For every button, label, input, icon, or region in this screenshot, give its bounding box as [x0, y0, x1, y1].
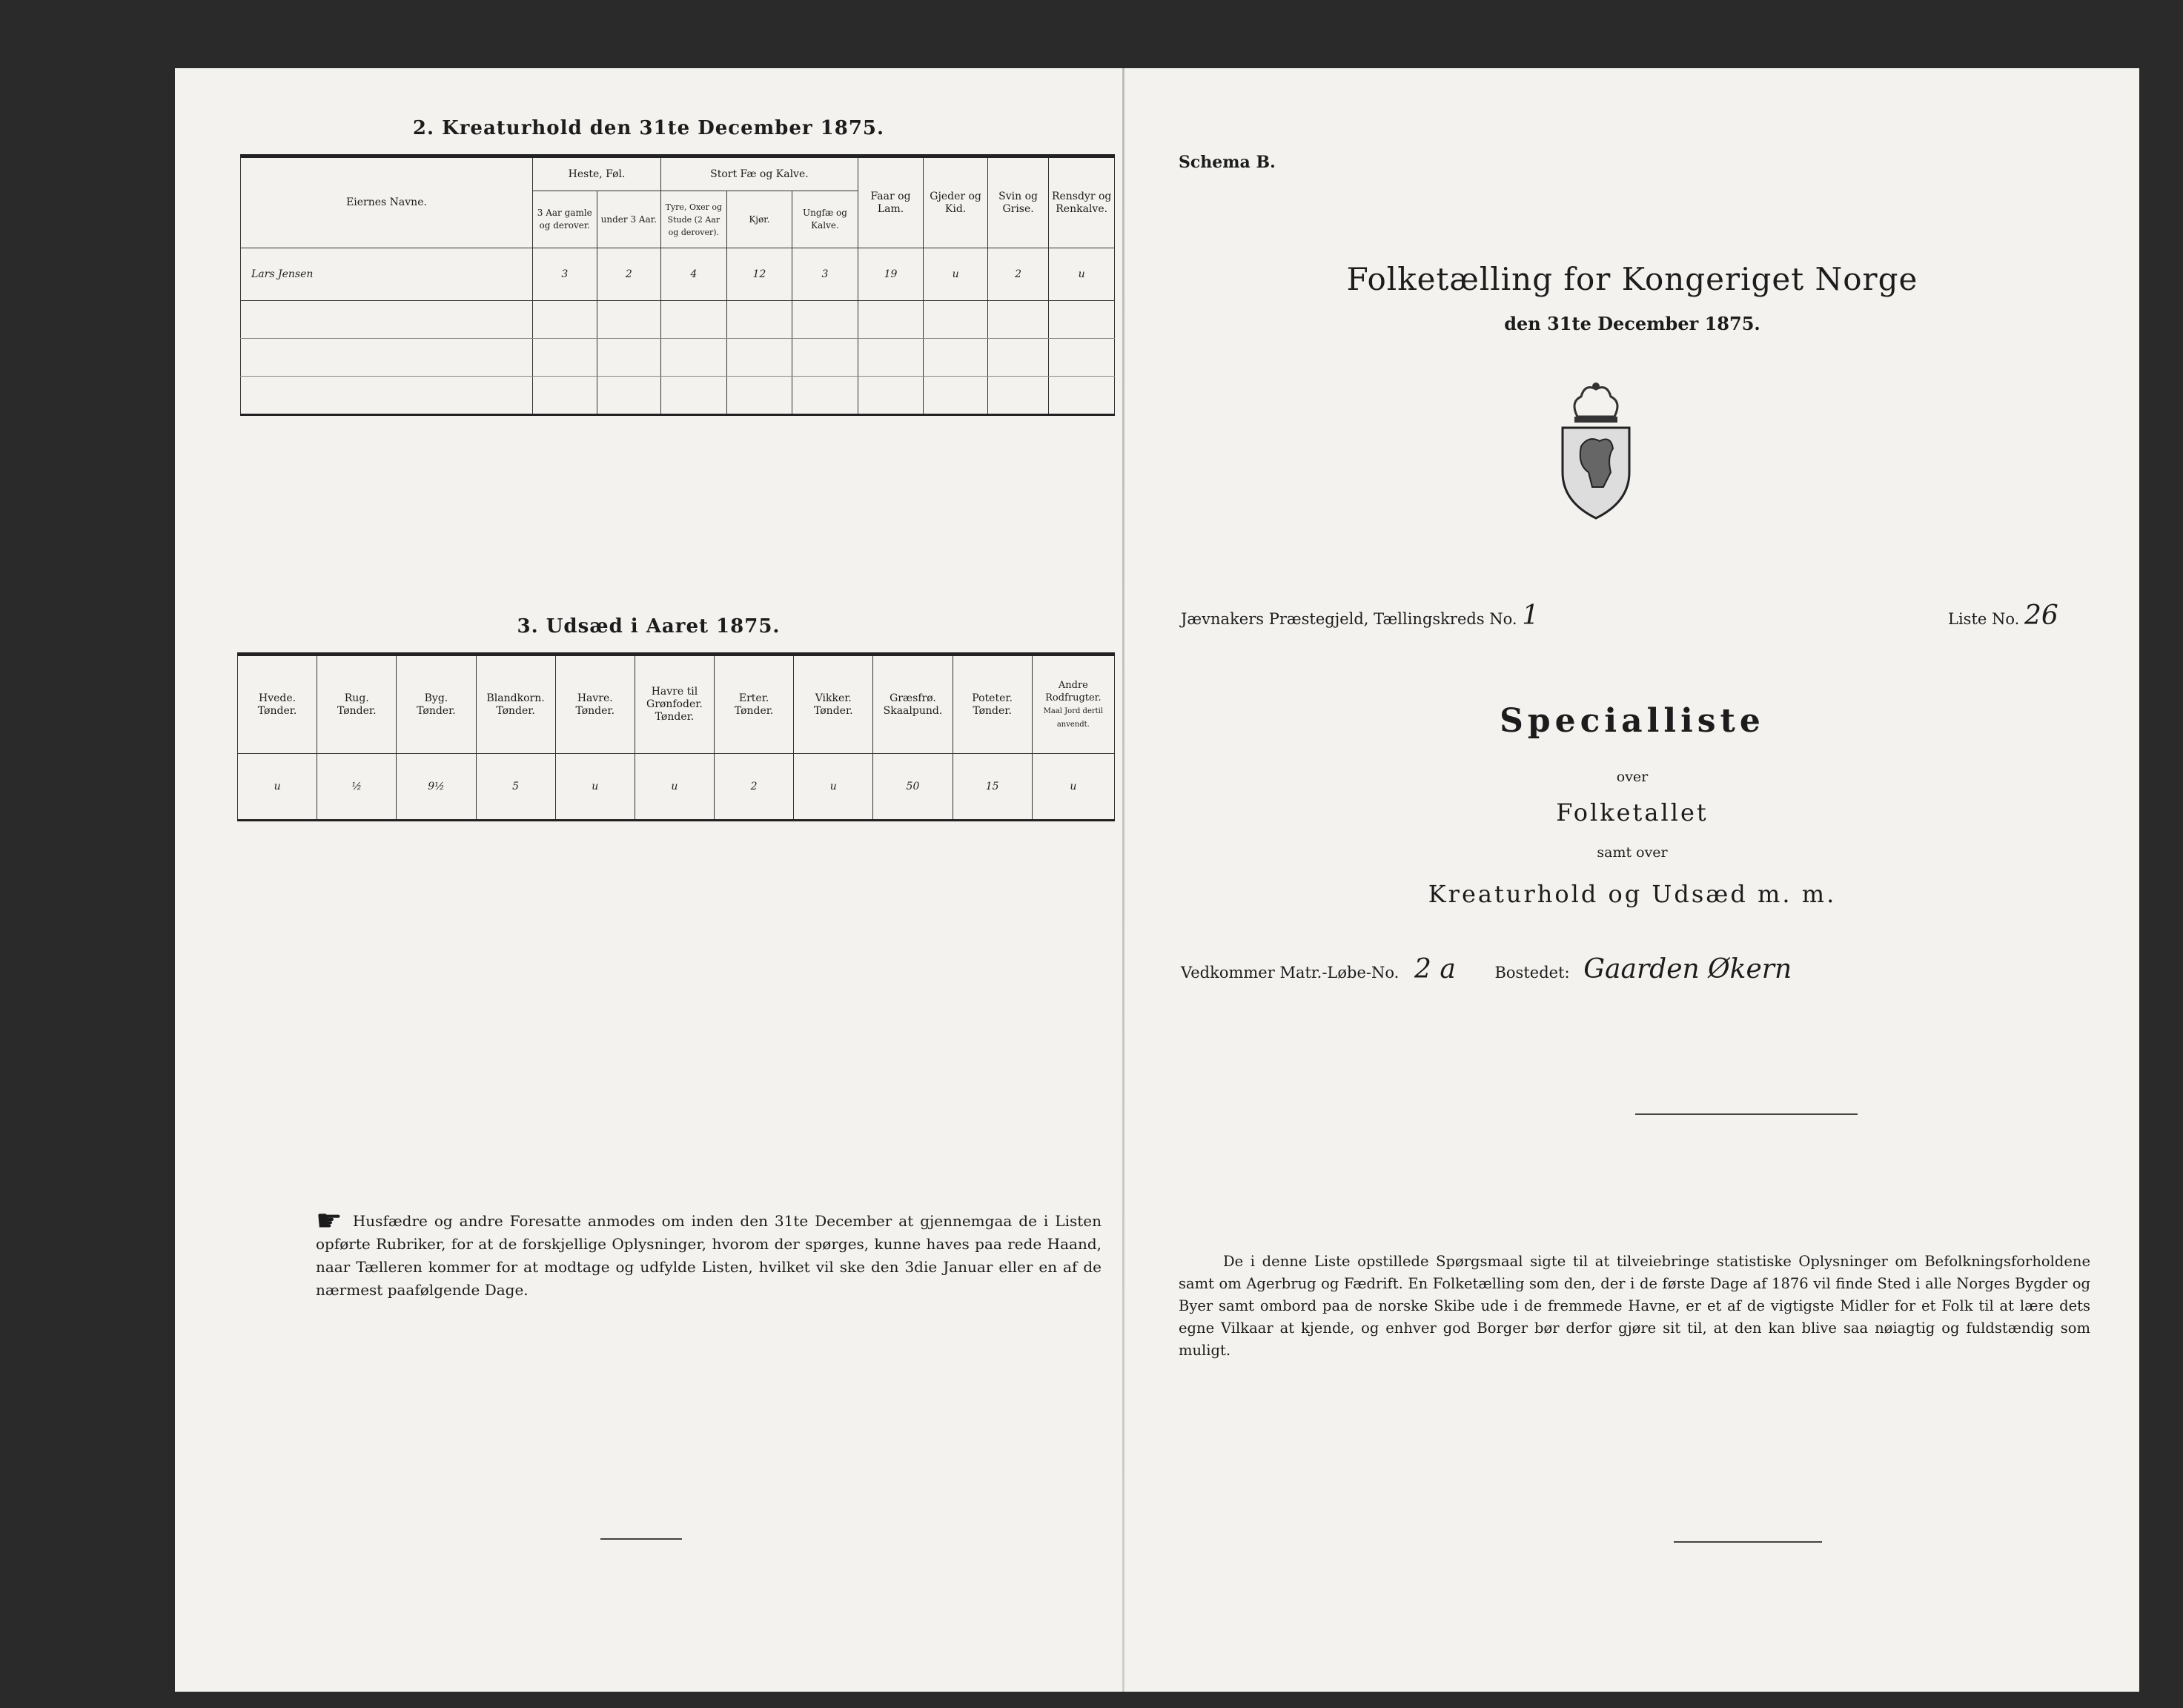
schema-label: Schema B.: [1179, 153, 1276, 172]
matr-value: 2 a: [1414, 954, 1456, 984]
coat-of-arms-icon: [1548, 376, 1644, 524]
divider: [1635, 1113, 1858, 1115]
samt-over-text: samt over: [1597, 844, 1668, 861]
vikker-header: Vikker. Tønder.: [794, 655, 873, 754]
sowing-cell: ½: [317, 754, 397, 821]
byg-header: Byg. Tønder.: [397, 655, 476, 754]
havre-gronfoder-header: Havre til Grønfoder. Tønder.: [635, 655, 714, 754]
census-sheet: [175, 68, 2139, 1692]
livestock-cell: 4: [661, 248, 727, 301]
hvede-header: Hvede. Tønder.: [238, 655, 317, 754]
livestock-cell: u: [1049, 248, 1115, 301]
faar-header: Faar og Lam.: [858, 156, 924, 248]
sowing-cell: u: [635, 754, 714, 821]
divider: [600, 1538, 682, 1540]
over-text: over: [1616, 769, 1649, 785]
sowing-cell: u: [794, 754, 873, 821]
havre-header: Havre. Tønder.: [555, 655, 635, 754]
folketallet-text: Folketallet: [1556, 798, 1709, 827]
liste-value: 26: [2024, 600, 2058, 631]
district-label: Tællingskreds No.: [1374, 610, 1517, 628]
graesfro-header: Græsfrø. Skaalpund.: [873, 655, 953, 754]
sowing-cell: u: [1032, 754, 1114, 821]
heste-header: Heste, Føl.: [533, 156, 661, 191]
owner-header: Eiernes Navne.: [241, 156, 533, 248]
matr-line: [1181, 954, 1792, 984]
section3-title: 3. Udsæd i Aaret 1875.: [517, 615, 781, 638]
main-title: Folketælling for Kongeriget Norge: [1346, 261, 1918, 297]
pointing-hand-icon: ☛: [316, 1204, 342, 1238]
fae-b-header: Kjør.: [726, 191, 792, 248]
rensdyr-header: Rensdyr og Renkalve.: [1049, 156, 1115, 248]
stort-fae-header: Stort Fæ og Kalve.: [661, 156, 858, 191]
kreaturhold-text: Kreaturhold og Udsæd m. m.: [1428, 880, 1837, 908]
heste-a-header: 3 Aar gamle og derover.: [533, 191, 597, 248]
specialliste-title: Specialliste: [1500, 702, 1765, 740]
left-page: [175, 68, 1122, 1692]
bosted-value: Gaarden Økern: [1583, 954, 1792, 984]
livestock-cell: u: [924, 248, 988, 301]
blank-row: [241, 301, 1115, 339]
livestock-table: [240, 154, 1115, 416]
right-page: [1125, 68, 2139, 1692]
livestock-cell: 2: [597, 248, 661, 301]
sowing-cell: u: [238, 754, 317, 821]
liste-label: Liste No. 26: [1948, 600, 2058, 631]
liste-line: [1181, 600, 2100, 631]
notice-text: ☛ Husfædre og andre Foresatte anmodes om inden den 31te December at gjennemgaa de i Listen opførte Rubriker, for at de forskjellige Oplysninger, hvorom der spørges, kunne haves paa rede Haand, naar Tælleren kommer for at modtage og udfylde Listen, hvilket vil ske den 3die Januar eller en af de nærmest paafølgende Dage.: [316, 1204, 1102, 1299]
blank-row: [241, 339, 1115, 377]
livestock-cell: 12: [726, 248, 792, 301]
sowing-cell: 2: [715, 754, 794, 821]
andre-rodfrugter-header: Andre Rodfrugter. Maal Jord dertil anvendt.: [1032, 655, 1114, 754]
footnote-text: De i denne Liste opstillede Spørgsmaal sigte til at tilveiebringe statistiske Oplysninger om Befolkningsforholdene samt om Agerbrug og Fædrift. En Folketælling som den, der i de første Dage af 1876 vil finde Sted i alle Norges Bygder og Byer samt ombord paa de norske Skibe ude i de fremmede Havne, er et af de vigtigste Midler for et Folk til at lære dets egne Vilkaar at kjende, og enhver god Borger bør derfor gjøre sit til, at den kan blive saa nøiagtig og fuldstændig som muligt.: [1179, 1253, 2090, 1359]
sowing-table: [237, 652, 1115, 821]
svin-header: Svin og Grise.: [987, 156, 1048, 248]
fae-a-header: Tyre, Oxer og Stude (2 Aar og derover).: [661, 191, 727, 248]
sowing-cell: 15: [953, 754, 1032, 821]
rug-header: Rug. Tønder.: [317, 655, 397, 754]
district-value: 1: [1522, 600, 1540, 631]
blank-row: [241, 377, 1115, 415]
sowing-cell: 5: [476, 754, 555, 821]
sub-title: den 31te December 1875.: [1504, 313, 1760, 334]
divider: [1674, 1541, 1822, 1543]
page-fold: [1122, 68, 1124, 1692]
erter-header: Erter. Tønder.: [715, 655, 794, 754]
poteter-header: Poteter. Tønder.: [953, 655, 1032, 754]
heste-b-header: under 3 Aar.: [597, 191, 661, 248]
sowing-cell: u: [555, 754, 635, 821]
livestock-cell: 19: [858, 248, 924, 301]
section2-title: 2. Kreaturhold den 31te December 1875.: [412, 117, 885, 139]
owner-name: Lars Jensen: [241, 248, 533, 301]
bosted-label: Bostedet:: [1494, 964, 1570, 982]
fae-c-header: Ungfæ og Kalve.: [792, 191, 858, 248]
sowing-cell: 50: [873, 754, 953, 821]
livestock-cell: 3: [533, 248, 597, 301]
sowing-cell: 9½: [397, 754, 476, 821]
parish-label: Jævnakers Præstegjeld,: [1181, 610, 1369, 628]
livestock-cell: 2: [987, 248, 1048, 301]
gjeder-header: Gjeder og Kid.: [924, 156, 988, 248]
livestock-cell: 3: [792, 248, 858, 301]
matr-label: Vedkommer Matr.-Løbe-No.: [1181, 964, 1399, 982]
blandkorn-header: Blandkorn. Tønder.: [476, 655, 555, 754]
